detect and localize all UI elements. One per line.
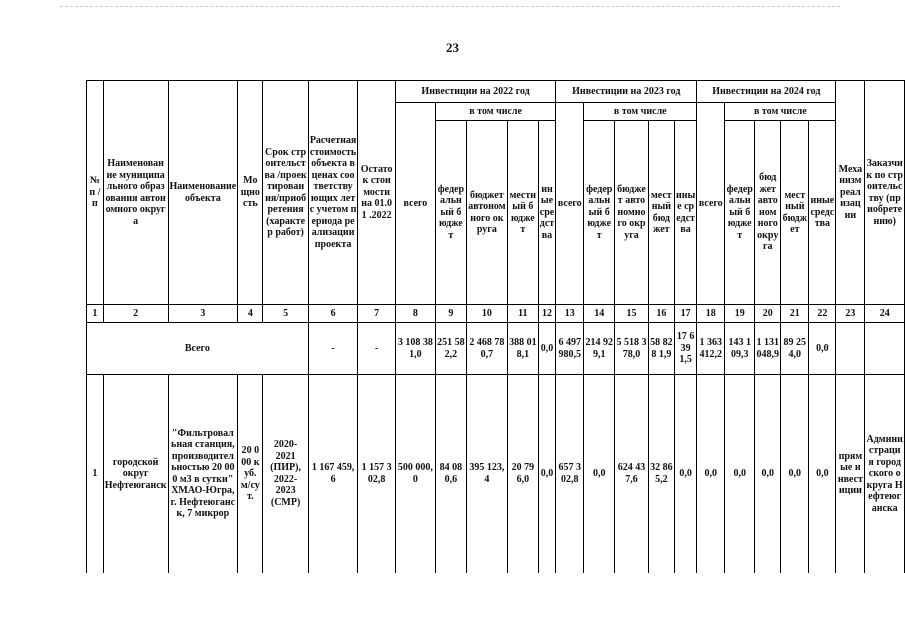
- col-num: 4: [238, 305, 263, 323]
- row-value: 0,0: [781, 375, 809, 573]
- row-number: 1: [87, 375, 104, 573]
- row-mechanism: прямые инвестиции: [836, 375, 865, 573]
- hdr-number: № п / п: [87, 81, 104, 305]
- col-num: 9: [436, 305, 467, 323]
- total-value: 5 518 378,0: [615, 323, 649, 375]
- col-num: 22: [809, 305, 836, 323]
- hdr-total-2023: всего: [556, 103, 584, 305]
- row-value: 0,0: [755, 375, 781, 573]
- total-value: 89 254,0: [781, 323, 809, 375]
- row-term: 2020-2021 (ПИР), 2022-2023 (СМР): [263, 375, 308, 573]
- hdr-total-2022: всего: [395, 103, 435, 305]
- row-value: 0,0: [584, 375, 615, 573]
- col-num: 3: [168, 305, 238, 323]
- total-mechanism: [836, 323, 865, 375]
- table-row: [87, 375, 905, 573]
- col-num: 1: [87, 305, 104, 323]
- hdr-mest-2024: местный бюджет: [781, 121, 809, 305]
- hdr-mest-2023: местный бюджет: [648, 121, 674, 305]
- hdr-inv-2023: Инвестиции на 2023 год: [556, 81, 697, 103]
- col-num: 2: [103, 305, 168, 323]
- total-label: Всего: [87, 323, 309, 375]
- total-value: 388 018,1: [507, 323, 538, 375]
- hdr-estimated-cost: Расчетная стоимость объекта в ценах соответствующих лет с учетом периода реализации проекта: [308, 81, 358, 305]
- col-num: 17: [674, 305, 696, 323]
- row-customer: Администрация городского округа Нефтеюганска: [865, 375, 905, 573]
- col-num: 6: [308, 305, 358, 323]
- row-value: 0,0: [697, 375, 725, 573]
- hdr-inv-2022: Инвестиции на 2022 год: [395, 81, 555, 103]
- total-value: 1 363 412,2: [697, 323, 725, 375]
- col-num: 13: [556, 305, 584, 323]
- col-num: 18: [697, 305, 725, 323]
- row-cost: 1 167 459,6: [308, 375, 358, 573]
- col-num: 11: [507, 305, 538, 323]
- col-num: 8: [395, 305, 435, 323]
- hdr-ao-2022: бюджет автономного округа: [466, 121, 507, 305]
- row-value: 0,0: [809, 375, 836, 573]
- hdr-mechanism: Механизм реализации: [836, 81, 865, 305]
- col-num: 5: [263, 305, 308, 323]
- row-object: "Фильтровальная станция, производительностью 20 000 м3 в сутки" ХМАО-Югра, г. Нефтеюганск, 7 микрор: [168, 375, 238, 573]
- row-value: 0,0: [725, 375, 755, 573]
- row-value: 32 865,2: [648, 375, 674, 573]
- hdr-term: Срок строительства /проектирования/приобретения (характер работ): [263, 81, 308, 305]
- col-num: 14: [584, 305, 615, 323]
- total-value: 251 582,2: [436, 323, 467, 375]
- total-customer: [865, 323, 905, 375]
- col-num: 16: [648, 305, 674, 323]
- col-num: 19: [725, 305, 755, 323]
- total-value: 2 468 780,7: [466, 323, 507, 375]
- page-number: 23: [446, 40, 459, 55]
- hdr-inv-2024: Инвестиции на 2024 год: [697, 81, 836, 103]
- hdr-total-2024: всего: [697, 103, 725, 305]
- row-value: 624 437,6: [615, 375, 649, 573]
- row-capacity: 20 000 куб. м/сут.: [238, 375, 263, 573]
- row-value: 395 123,4: [466, 375, 507, 573]
- scan-edge-line: [60, 6, 840, 7]
- hdr-remaining-cost: Остаток стоимости на 01.01 .2022: [358, 81, 395, 305]
- column-number-row: [87, 305, 905, 323]
- hdr-inye-2023: иные средства: [674, 121, 696, 305]
- total-cost: -: [308, 323, 358, 375]
- hdr-inye-2022: иные средства: [538, 121, 556, 305]
- total-value: 214 929,1: [584, 323, 615, 375]
- total-value: 1 131 048,9: [755, 323, 781, 375]
- hdr-capacity: Мощность: [238, 81, 263, 305]
- row-municipality: городской округ Нефтеюганск: [103, 375, 168, 573]
- col-num: 21: [781, 305, 809, 323]
- total-value: 58 828 1,9: [648, 323, 674, 375]
- hdr-incl-2024: в том числе: [725, 103, 836, 121]
- row-value: 20 796,0: [507, 375, 538, 573]
- investment-table: [86, 80, 905, 573]
- row-value: 0,0: [674, 375, 696, 573]
- col-num: 7: [358, 305, 395, 323]
- col-num: 15: [615, 305, 649, 323]
- total-value: 143 109,3: [725, 323, 755, 375]
- total-remain: -: [358, 323, 395, 375]
- row-value: 500 000,0: [395, 375, 435, 573]
- hdr-inye-2024: иные средства: [809, 121, 836, 305]
- hdr-fed-2022: федеральный бюджет: [436, 121, 467, 305]
- col-num: 20: [755, 305, 781, 323]
- col-num: 23: [836, 305, 865, 323]
- hdr-municipality: Наименование муниципального образования автономного округа: [103, 81, 168, 305]
- row-value: 657 302,8: [556, 375, 584, 573]
- row-remain: 1 157 302,8: [358, 375, 395, 573]
- hdr-incl-2022: в том числе: [436, 103, 556, 121]
- total-value: 0,0: [538, 323, 556, 375]
- total-row: [87, 323, 905, 375]
- hdr-customer: Заказчик по строительству (приобретению): [865, 81, 905, 305]
- col-num: 10: [466, 305, 507, 323]
- total-value: 3 108 381,0: [395, 323, 435, 375]
- total-value: 17 639 1,5: [674, 323, 696, 375]
- hdr-fed-2024: федеральный бюджет: [725, 121, 755, 305]
- row-value: 84 080,6: [436, 375, 467, 573]
- total-value: 0,0: [809, 323, 836, 375]
- col-num: 12: [538, 305, 556, 323]
- hdr-mest-2022: местный бюджет: [507, 121, 538, 305]
- col-num: 24: [865, 305, 905, 323]
- hdr-incl-2023: в том числе: [584, 103, 697, 121]
- total-value: 6 497 980,5: [556, 323, 584, 375]
- hdr-object: Наименование объекта: [168, 81, 238, 305]
- hdr-ao-2023: бюджет автономного округа: [615, 121, 649, 305]
- hdr-fed-2023: федеральный бюджет: [584, 121, 615, 305]
- hdr-ao-2024: бюджет автономного округа: [755, 121, 781, 305]
- row-value: 0,0: [538, 375, 556, 573]
